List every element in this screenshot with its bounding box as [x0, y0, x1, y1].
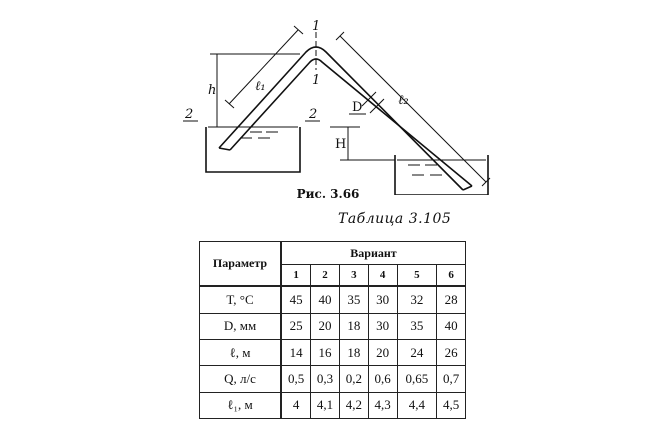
l1-label: ℓ₁	[255, 79, 266, 94]
param-value: 40	[311, 286, 340, 313]
section-2-left-label: 2	[185, 107, 194, 122]
param-value: 20	[311, 313, 340, 339]
param-value: 18	[339, 339, 368, 365]
param-value: 0,3	[311, 366, 340, 392]
param-value: 0,65	[397, 366, 437, 392]
left-water-surface	[208, 127, 298, 138]
param-value: 35	[339, 286, 368, 313]
variant-header: Вариант	[281, 242, 466, 265]
l1-dimension	[225, 26, 303, 108]
param-value: 0,7	[437, 366, 466, 392]
H-label: H	[335, 137, 347, 152]
table-row	[200, 366, 466, 392]
param-value: 24	[397, 339, 437, 365]
param-value: 45	[281, 286, 311, 313]
table-header-row	[200, 242, 466, 265]
param-name: ℓ₁, м	[200, 392, 282, 418]
param-name: ℓ, м	[200, 339, 282, 365]
param-value: 4,1	[311, 392, 340, 418]
parameter-table	[199, 241, 466, 419]
l2-label: ℓ₂	[398, 93, 409, 108]
variant-number: 5	[397, 265, 437, 287]
table-row	[200, 286, 466, 313]
left-tank	[206, 127, 300, 172]
param-value: 18	[339, 313, 368, 339]
param-value: 4,3	[368, 392, 397, 418]
param-value: 40	[437, 313, 466, 339]
param-value: 0,5	[281, 366, 311, 392]
param-value: 4,5	[437, 392, 466, 418]
variant-number: 4	[368, 265, 397, 287]
param-value: 0,2	[339, 366, 368, 392]
section-1-bottom-label: 1	[312, 73, 321, 88]
variant-number: 3	[339, 265, 368, 287]
param-value: 16	[311, 339, 340, 365]
param-value: 4,4	[397, 392, 437, 418]
param-value: 0,6	[368, 366, 397, 392]
param-name: Q, л/с	[200, 366, 282, 392]
param-value: 32	[397, 286, 437, 313]
param-value: 30	[368, 313, 397, 339]
param-value: 25	[281, 313, 311, 339]
section-2-right-label: 2	[309, 107, 318, 122]
table-title: Таблица 3.105	[338, 211, 452, 227]
param-value: 35	[397, 313, 437, 339]
variant-number: 1	[281, 265, 311, 287]
param-value: 20	[368, 339, 397, 365]
param-value: 4	[281, 392, 311, 418]
param-name: T, °C	[200, 286, 282, 313]
section-1-top-label: 1	[312, 19, 321, 34]
param-value: 14	[281, 339, 311, 365]
param-value: 26	[437, 339, 466, 365]
table-row	[200, 313, 466, 339]
siphon-diagram	[0, 0, 656, 195]
table-row	[200, 392, 466, 418]
siphon-pipe	[219, 47, 472, 190]
param-name: D, мм	[200, 313, 282, 339]
param-header: Параметр	[200, 242, 282, 287]
param-value: 4,2	[339, 392, 368, 418]
table-row	[200, 339, 466, 365]
param-value: 28	[437, 286, 466, 313]
variant-number: 6	[437, 265, 466, 287]
variant-number: 2	[311, 265, 340, 287]
h-label: h	[208, 83, 217, 98]
param-value: 30	[368, 286, 397, 313]
figure-caption: Рис. 3.66	[296, 187, 360, 201]
D-label: D	[352, 100, 363, 115]
